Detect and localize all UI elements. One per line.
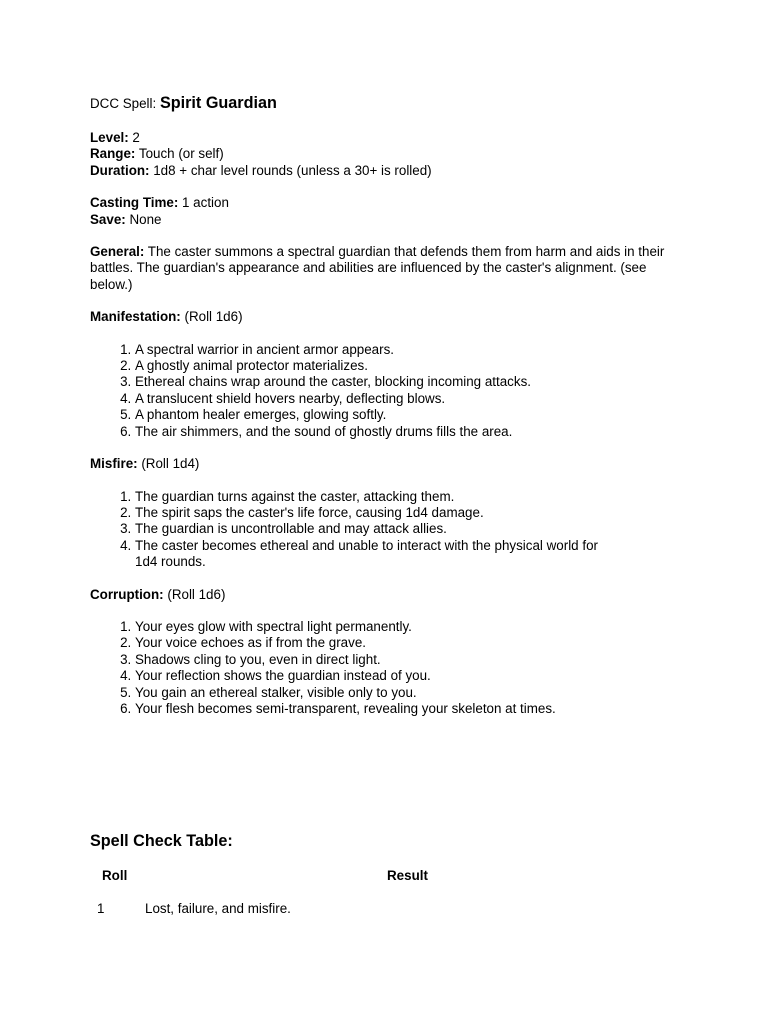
level-label: Level: xyxy=(90,130,129,145)
level-field xyxy=(90,130,690,146)
corruption-list xyxy=(90,619,690,717)
list-item: 1. A spectral warrior in ancient armor appears. xyxy=(135,342,690,358)
spell-title xyxy=(90,92,690,115)
general-text: The caster summons a spectral guardian that defends them from harm and aids in their battles. The guardian's appearance and abilities are influenced by the caster's alignment. (see below.) xyxy=(90,244,665,292)
misfire-list xyxy=(90,489,690,571)
table-header-result: Result xyxy=(387,868,428,884)
level-value: 2 xyxy=(128,130,140,145)
casting-time-label: Casting Time: xyxy=(90,195,179,211)
corruption-heading xyxy=(90,587,690,603)
duration-label: Duration: xyxy=(90,162,150,178)
duration-value: 1d8 + char level rounds (unless a 30+ is rolled) xyxy=(149,162,432,178)
spell-stats-primary xyxy=(90,130,690,179)
save-field xyxy=(90,212,690,228)
general-label: General: xyxy=(90,244,145,260)
blank-space xyxy=(90,733,690,831)
spell-title-prefix: DCC Spell: xyxy=(90,96,160,111)
range-field xyxy=(90,146,690,162)
spell-name: Spirit Guardian xyxy=(159,94,277,112)
list-item: 5. A phantom healer emerges, glowing softly. xyxy=(135,407,690,423)
list-item: 5. You gain an ethereal stalker, visible only to you. xyxy=(135,685,690,701)
table-row-roll: 1 xyxy=(97,901,105,917)
list-item: 3. Shadows cling to you, even in direct light. xyxy=(135,652,690,668)
list-item: 1. Your eyes glow with spectral light permanently. xyxy=(135,619,690,635)
list-item: 2. A ghostly animal protector materializes. xyxy=(135,358,690,374)
list-item: 3. Ethereal chains wrap around the caster, blocking incoming attacks. xyxy=(135,374,690,390)
list-item: 2. Your voice echoes as if from the grave. xyxy=(135,635,690,651)
duration-field xyxy=(90,163,690,179)
spell-check-table xyxy=(90,868,690,928)
table-header-roll: Roll xyxy=(102,868,128,884)
manifestation-roll: (Roll 1d6) xyxy=(180,309,243,325)
list-item: 3. The guardian is uncontrollable and may attack allies. xyxy=(135,521,690,537)
general-description xyxy=(90,244,690,293)
list-item: 4. The caster becomes ethereal and unable to interact with the physical world for 1d4 rounds. xyxy=(135,538,690,571)
list-item: 6. The air shimmers, and the sound of ghostly drums fills the area. xyxy=(135,424,690,440)
misfire-heading xyxy=(90,456,690,472)
save-value: None xyxy=(125,211,162,227)
spell-document xyxy=(90,92,690,928)
list-item: 6. Your flesh becomes semi-transparent, revealing your skeleton at times. xyxy=(135,701,690,717)
save-label: Save: xyxy=(90,211,126,227)
spell-stats-secondary xyxy=(90,195,690,228)
spell-check-title: Spell Check Table: xyxy=(90,832,233,851)
list-item: 1. The guardian turns against the caster, attacking them. xyxy=(135,489,690,505)
range-label: Range: xyxy=(90,146,136,162)
table-row-result: Lost, failure, and misfire. xyxy=(145,901,291,917)
manifestation-label: Manifestation: xyxy=(90,309,181,325)
range-value: Touch (or self) xyxy=(135,146,224,162)
manifestation-heading xyxy=(90,309,690,325)
list-item: 4. A translucent shield hovers nearby, deflecting blows. xyxy=(135,391,690,407)
corruption-roll: (Roll 1d6) xyxy=(163,586,226,602)
misfire-roll: (Roll 1d4) xyxy=(137,456,200,472)
misfire-label: Misfire: xyxy=(90,456,138,472)
casting-time-value: 1 action xyxy=(178,195,229,211)
manifestation-list xyxy=(90,342,690,440)
list-item: 4. Your reflection shows the guardian instead of you. xyxy=(135,668,690,684)
corruption-label: Corruption: xyxy=(90,586,164,602)
casting-time-field xyxy=(90,195,690,211)
list-item: 2. The spirit saps the caster's life force, causing 1d4 damage. xyxy=(135,505,690,521)
